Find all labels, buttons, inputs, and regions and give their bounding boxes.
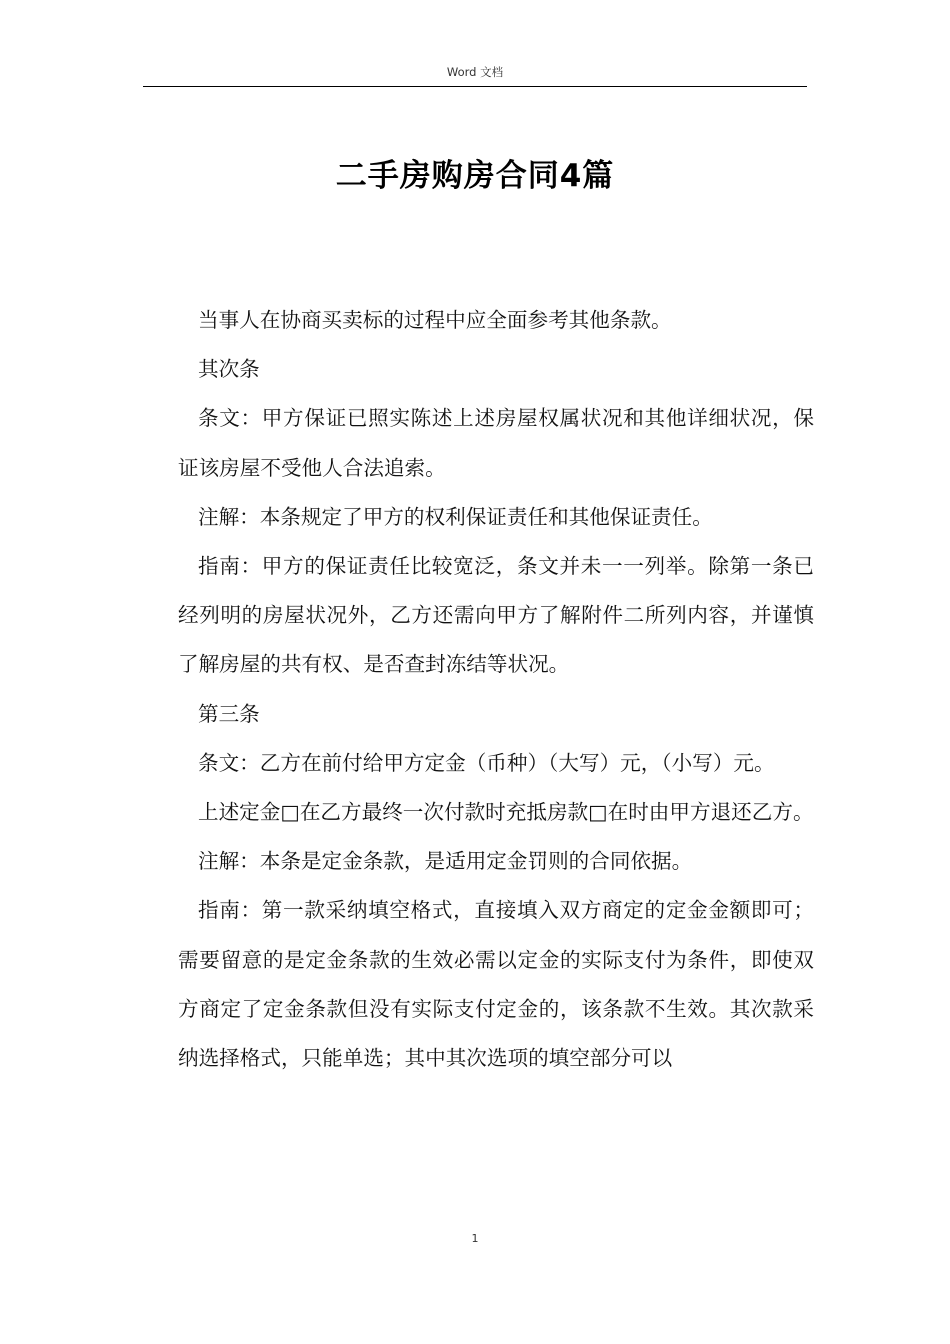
paragraph: 上述定金□在乙方最终一次付款时充抵房款□在时由甲方退还乙方。: [198, 800, 814, 825]
document-body: [178, 296, 814, 1083]
document-title: 二手房购房合同4篇: [335, 158, 615, 194]
paragraph: 当事人在协商买卖标的过程中应全面参考其他条款。: [198, 308, 672, 332]
paragraph: 注解：本条规定了甲方的权利保证责任和其他保证责任。: [198, 504, 713, 529]
header-divider: [143, 86, 807, 87]
section-heading: 第三条: [198, 701, 260, 726]
page-header: Word 文档: [446, 65, 504, 79]
paragraph: 指南：甲方的保证责任比较宽泛，条文并未一一列举。除第一条已经列明的房屋状况外，乙方还需向甲方了解附件二所列内容，并谨慎了解房屋的共有权、是否查封冻结等状况。: [178, 554, 814, 677]
section-heading: 其次条: [198, 357, 260, 382]
paragraph: 注解：本条是定金条款，是适用定金罚则的合同依据。: [198, 849, 693, 874]
page-number: 1: [471, 1232, 479, 1245]
paragraph: 条文：甲方保证已照实陈述上述房屋权属状况和其他详细状况，保证该房屋不受他人合法追索。: [178, 406, 814, 480]
paragraph: 指南：第一款采纳填空格式，直接填入双方商定的定金金额即可；需要留意的是定金条款的生效必需以定金的实际支付为条件，即使双方商定了定金条款但没有实际支付定金的，该条款不生效。其次款采纳选择格式，只能单选；其中其次选项的填空部分可以: [178, 898, 814, 1071]
paragraph: 条文：乙方在前付给甲方定金（币种）（大写）元，（小写）元。: [198, 750, 775, 775]
